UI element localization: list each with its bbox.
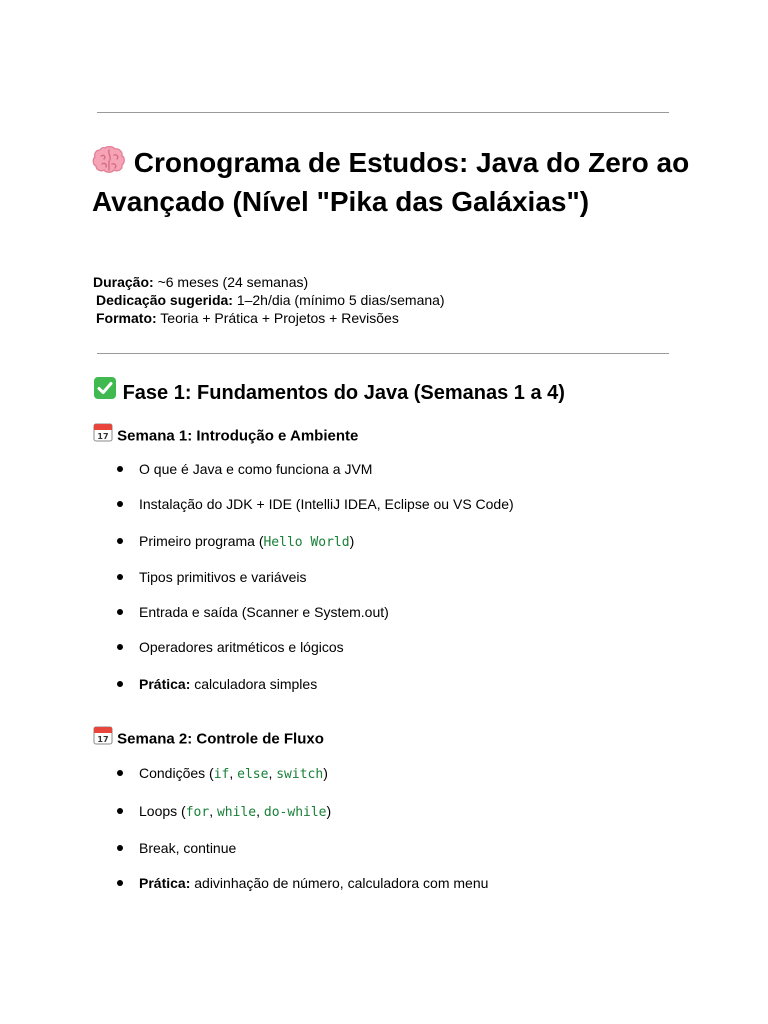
inline-code: switch — [276, 767, 324, 782]
week-1-title: Semana 1: Introdução e Ambiente — [117, 427, 359, 445]
inline-code: do-while — [263, 805, 327, 820]
dedication-value: 1–2h/dia (mínimo 5 dias/semana) — [232, 292, 445, 308]
bullet — [117, 538, 123, 544]
brain-icon — [92, 146, 126, 183]
text-segment: Condições ( — [139, 765, 214, 781]
list-item-text — [139, 532, 354, 552]
list-item-text — [139, 874, 488, 892]
text-segment: , — [256, 803, 264, 819]
text-segment: calculadora simples — [190, 676, 318, 692]
text-segment: ) — [349, 533, 355, 549]
svg-text:17: 17 — [97, 735, 109, 744]
horizontal-rule-top — [97, 112, 669, 113]
text-segment: Loops ( — [139, 803, 186, 819]
duration-line — [93, 273, 445, 291]
calendar-icon — [93, 425, 113, 448]
list-item-text: Entrada e saída (Scanner e System.out) — [139, 604, 389, 620]
list-item-text — [139, 764, 328, 784]
page-title — [92, 144, 692, 220]
bullet — [117, 644, 123, 650]
bullet — [117, 880, 123, 886]
phase-1-title: Fase 1: Fundamentos do Java (Semanas 1 a 4) — [122, 382, 565, 404]
bullet — [117, 808, 123, 814]
bullet — [117, 770, 123, 776]
phase-1-heading — [93, 379, 565, 408]
bullet — [117, 574, 123, 580]
inline-code: Hello World — [263, 535, 350, 550]
list-item-text — [139, 675, 317, 693]
svg-text:17: 17 — [97, 432, 109, 441]
calendar-icon — [93, 728, 113, 751]
dedication-line — [93, 291, 445, 309]
bullet — [117, 609, 123, 615]
inline-code: while — [216, 805, 257, 820]
format-line — [93, 309, 445, 327]
list-item-text: Tipos primitivos e variáveis — [139, 569, 307, 585]
practice-label: Prática: — [139, 676, 191, 692]
inline-code: else — [237, 767, 269, 782]
practice-label: Prática: — [139, 875, 191, 891]
inline-code: if — [213, 767, 230, 782]
format-label: Formato: — [96, 310, 157, 326]
list-item-text: O que é Java e como funciona a JVM — [139, 461, 373, 477]
format-value: Teoria + Prática + Projetos + Revisões — [156, 310, 399, 326]
text-segment: adivinhação de número, calculadora com menu — [190, 875, 489, 891]
week-2-heading — [93, 728, 324, 751]
text-segment: , — [229, 765, 238, 781]
week-2-title: Semana 2: Controle de Fluxo — [117, 730, 324, 748]
check-mark-button-icon — [93, 380, 117, 408]
bullet — [117, 466, 123, 472]
inline-code: for — [185, 805, 210, 820]
week-1-heading — [93, 425, 358, 448]
text-segment: Primeiro programa ( — [139, 533, 264, 549]
list-item-text — [139, 802, 331, 822]
list-item-text: Break, continue — [139, 840, 237, 856]
text-segment: , — [268, 765, 277, 781]
duration-label: Duração: — [93, 274, 154, 290]
document-meta — [93, 273, 445, 327]
bullet — [117, 845, 123, 851]
text-segment: ) — [326, 803, 332, 819]
text-segment: , — [209, 803, 217, 819]
horizontal-rule-middle — [97, 353, 669, 354]
dedication-label: Dedicação sugerida: — [96, 292, 233, 308]
bullet — [117, 681, 123, 687]
duration-value: ~6 meses (24 semanas) — [153, 274, 309, 290]
text-segment: ) — [323, 765, 328, 781]
list-item-text: Instalação do JDK + IDE (IntelliJ IDEA, Eclipse ou VS Code) — [139, 496, 514, 512]
page-title-text: Cronograma de Estudos: Java do Zero ao Avançado (Nível "Pika das Galáxias") — [92, 147, 690, 218]
list-item-text: Operadores aritméticos e lógicos — [139, 639, 344, 655]
bullet — [117, 501, 123, 507]
